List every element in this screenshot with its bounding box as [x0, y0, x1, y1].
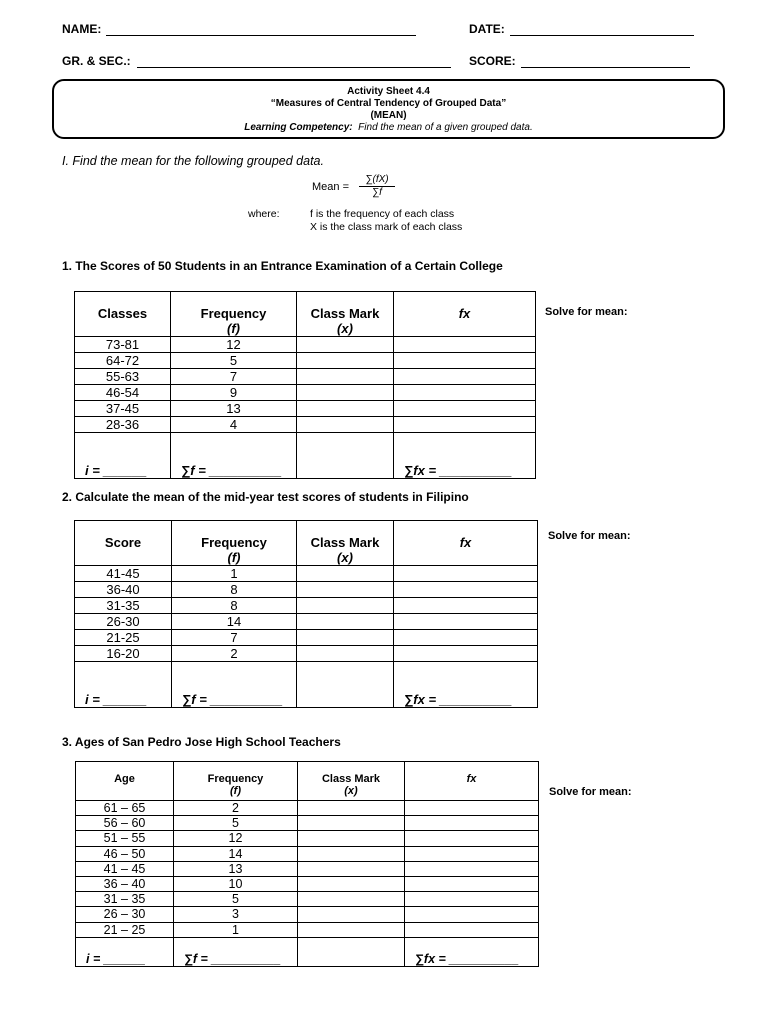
table-row	[76, 907, 539, 922]
frequency-cell: 2	[172, 646, 297, 662]
class-mark-cell[interactable]	[297, 385, 394, 401]
frequency-cell: 5	[171, 353, 297, 369]
class-interval-cell: 21 – 25	[76, 922, 174, 937]
class-interval-cell: 41 – 45	[76, 861, 174, 876]
table-row	[76, 861, 539, 876]
grsec-label: GR. & SEC.:	[62, 54, 131, 68]
table-row	[75, 614, 538, 630]
class-mark-cell[interactable]	[297, 630, 394, 646]
classmark-total-blank	[298, 937, 405, 966]
problem-1-title: 1. The Scores of 50 Students in an Entrance Examination of a Certain College	[62, 259, 503, 273]
header-row-2	[62, 54, 706, 72]
frequency-cell: 9	[171, 385, 297, 401]
col-classes-header: Classes	[75, 292, 171, 337]
def-class-mark: X is the class mark of each class	[310, 221, 463, 233]
problem-3-title: 3. Ages of San Pedro Jose High School Teachers	[62, 735, 341, 749]
fx-cell[interactable]	[405, 846, 539, 861]
class-interval-cell: 16-20	[75, 646, 172, 662]
table-row	[75, 337, 536, 353]
classmark-total-blank	[297, 433, 394, 479]
class-interval-cell: 36-40	[75, 582, 172, 598]
interval-total[interactable]: i = ______	[76, 937, 174, 966]
class-mark-cell[interactable]	[297, 353, 394, 369]
fx-cell[interactable]	[394, 417, 536, 433]
problem-2-title: 2. Calculate the mean of the mid-year test scores of students in Filipino	[62, 490, 469, 504]
frequency-cell: 5	[174, 892, 298, 907]
formula-denominator: ∑f	[372, 187, 382, 198]
class-mark-cell[interactable]	[298, 831, 405, 846]
sum-frequency-total[interactable]: ∑f = __________	[172, 662, 297, 708]
class-interval-cell: 46-54	[75, 385, 171, 401]
date-field[interactable]	[510, 35, 694, 36]
fx-cell[interactable]	[405, 801, 539, 816]
col-fx-header: fx	[394, 292, 536, 337]
table-row	[76, 876, 539, 891]
class-mark-cell[interactable]	[297, 566, 394, 582]
interval-total[interactable]: i = ______	[75, 433, 171, 479]
name-field[interactable]	[106, 35, 416, 36]
class-mark-cell[interactable]	[298, 801, 405, 816]
class-mark-cell[interactable]	[298, 922, 405, 937]
class-interval-cell: 51 – 55	[76, 831, 174, 846]
banner-competency	[54, 122, 723, 134]
fx-cell[interactable]	[405, 876, 539, 891]
class-interval-cell: 28-36	[75, 417, 171, 433]
table-row	[76, 846, 539, 861]
frequency-cell: 13	[174, 861, 298, 876]
class-mark-cell[interactable]	[298, 876, 405, 891]
col-score-header: Score	[75, 521, 172, 566]
fx-cell[interactable]	[394, 598, 538, 614]
frequency-cell: 8	[172, 582, 297, 598]
table-row	[75, 582, 538, 598]
class-interval-cell: 26-30	[75, 614, 172, 630]
formula-numerator: ∑(fX)	[359, 174, 395, 187]
class-mark-cell[interactable]	[297, 614, 394, 630]
score-label: SCORE:	[469, 54, 516, 68]
classmark-total-blank	[297, 662, 394, 708]
table-row	[75, 401, 536, 417]
frequency-cell: 7	[171, 369, 297, 385]
fx-cell[interactable]	[405, 861, 539, 876]
class-mark-cell[interactable]	[297, 417, 394, 433]
col-frequency-header: Frequency (f)	[171, 292, 297, 337]
class-interval-cell: 31 – 35	[76, 892, 174, 907]
mean-formula	[359, 174, 395, 199]
class-interval-cell: 56 – 60	[76, 816, 174, 831]
fx-cell[interactable]	[394, 566, 538, 582]
interval-total[interactable]: i = ______	[75, 662, 172, 708]
fx-cell[interactable]	[394, 582, 538, 598]
frequency-cell: 5	[174, 816, 298, 831]
table-row	[75, 369, 536, 385]
sum-fx-total[interactable]: ∑fx = __________	[394, 662, 538, 708]
table-row	[76, 801, 539, 816]
col-classmark-header: Class Mark (x)	[298, 762, 405, 801]
fx-cell[interactable]	[394, 353, 536, 369]
table-row	[76, 922, 539, 937]
sum-frequency-total[interactable]: ∑f = __________	[174, 937, 298, 966]
fx-cell[interactable]	[394, 385, 536, 401]
sum-fx-total[interactable]: ∑fx = __________	[405, 937, 539, 966]
frequency-cell: 14	[172, 614, 297, 630]
table-row	[76, 816, 539, 831]
col-classmark-header: Class Mark (x)	[297, 292, 394, 337]
problem-1-solve-label: Solve for mean:	[545, 306, 628, 318]
activity-banner	[52, 79, 725, 139]
frequency-cell: 13	[171, 401, 297, 417]
class-interval-cell: 46 – 50	[76, 846, 174, 861]
table-row	[75, 566, 538, 582]
class-mark-cell[interactable]	[298, 846, 405, 861]
col-fx-header: fx	[394, 521, 538, 566]
class-mark-cell[interactable]	[298, 816, 405, 831]
fx-cell[interactable]	[405, 907, 539, 922]
frequency-cell: 14	[174, 846, 298, 861]
class-interval-cell: 55-63	[75, 369, 171, 385]
name-label: NAME:	[62, 22, 102, 36]
col-frequency-header: Frequency (f)	[174, 762, 298, 801]
date-label: DATE:	[469, 22, 505, 36]
class-interval-cell: 73-81	[75, 337, 171, 353]
table-row	[76, 831, 539, 846]
sum-frequency-total[interactable]: ∑f = __________	[171, 433, 297, 479]
fx-cell[interactable]	[405, 831, 539, 846]
fx-cell[interactable]	[405, 922, 539, 937]
class-mark-cell[interactable]	[297, 401, 394, 417]
frequency-cell: 4	[171, 417, 297, 433]
fx-cell[interactable]	[405, 816, 539, 831]
problem-3-table	[75, 761, 539, 967]
frequency-cell: 10	[174, 876, 298, 891]
competency-label: Learning Competency:	[244, 122, 353, 133]
fx-cell[interactable]	[394, 646, 538, 662]
fx-cell[interactable]	[394, 401, 536, 417]
class-mark-cell[interactable]	[297, 582, 394, 598]
fx-cell[interactable]	[394, 369, 536, 385]
sum-fx-total[interactable]: ∑fx = __________	[394, 433, 536, 479]
class-interval-cell: 36 – 40	[76, 876, 174, 891]
banner-title: Activity Sheet 4.4	[347, 86, 430, 97]
table-row	[75, 417, 536, 433]
header-row-1	[62, 22, 706, 40]
mean-label: Mean =	[312, 181, 349, 193]
class-interval-cell: 37-45	[75, 401, 171, 417]
grsec-field[interactable]	[137, 67, 451, 68]
banner-subtitle: “Measures of Central Tendency of Grouped Data”	[270, 98, 507, 109]
col-frequency-header: Frequency (f)	[172, 521, 297, 566]
problem-2-table	[74, 520, 538, 708]
problem-2-solve-label: Solve for mean:	[548, 530, 631, 542]
class-interval-cell: 26 – 30	[76, 907, 174, 922]
frequency-cell: 12	[171, 337, 297, 353]
class-interval-cell: 41-45	[75, 566, 172, 582]
frequency-cell: 1	[174, 922, 298, 937]
class-interval-cell: 21-25	[75, 630, 172, 646]
fx-cell[interactable]	[394, 630, 538, 646]
class-mark-cell[interactable]	[298, 907, 405, 922]
table-row	[75, 646, 538, 662]
fx-cell[interactable]	[394, 337, 536, 353]
problem-1-table	[74, 291, 536, 479]
col-classmark-header: Class Mark (x)	[297, 521, 394, 566]
class-mark-cell[interactable]	[297, 369, 394, 385]
table-row	[75, 598, 538, 614]
table-row	[75, 353, 536, 369]
frequency-cell: 8	[172, 598, 297, 614]
class-mark-cell[interactable]	[297, 598, 394, 614]
problem-3-solve-label: Solve for mean:	[549, 786, 632, 798]
table-row	[76, 892, 539, 907]
class-mark-cell[interactable]	[297, 337, 394, 353]
class-interval-cell: 31-35	[75, 598, 172, 614]
class-mark-cell[interactable]	[298, 892, 405, 907]
banner-topic: (MEAN)	[370, 110, 407, 121]
class-interval-cell: 61 – 65	[76, 801, 174, 816]
col-age-header: Age	[76, 762, 174, 801]
frequency-cell: 3	[174, 907, 298, 922]
competency-text: Find the mean of a given grouped data.	[358, 122, 533, 133]
table-row	[75, 630, 538, 646]
frequency-cell: 12	[174, 831, 298, 846]
table-row	[75, 385, 536, 401]
frequency-cell: 1	[172, 566, 297, 582]
fx-cell[interactable]	[394, 614, 538, 630]
fx-cell[interactable]	[405, 892, 539, 907]
class-mark-cell[interactable]	[297, 646, 394, 662]
class-mark-cell[interactable]	[298, 861, 405, 876]
instructions: I. Find the mean for the following grouped data.	[62, 154, 324, 168]
col-fx-header: fx	[405, 762, 539, 801]
frequency-cell: 7	[172, 630, 297, 646]
def-frequency: f is the frequency of each class	[310, 208, 455, 220]
frequency-cell: 2	[174, 801, 298, 816]
where-label: where:	[248, 208, 280, 220]
score-field[interactable]	[521, 67, 690, 68]
class-interval-cell: 64-72	[75, 353, 171, 369]
